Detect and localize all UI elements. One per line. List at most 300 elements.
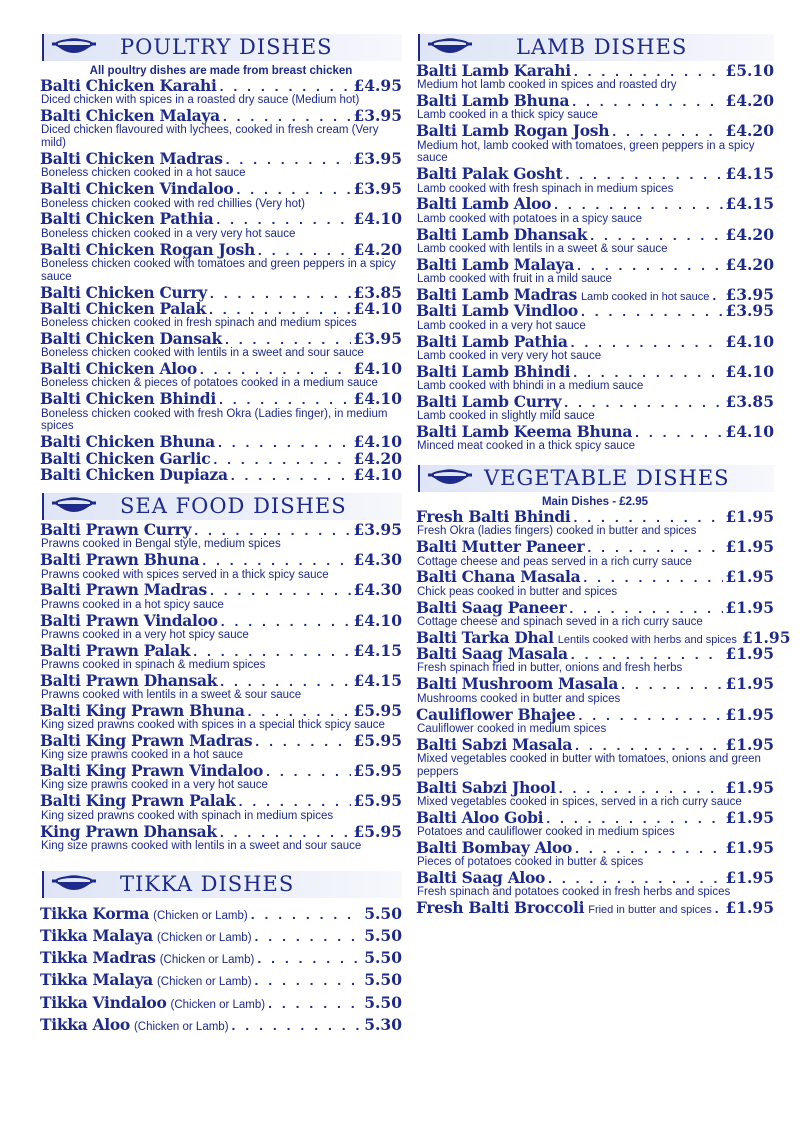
dish-description: King sized prawns cooked with spices in a special thick spicy sauce: [41, 719, 385, 732]
dish-name: Balti Lamb Aloo: [416, 194, 552, 214]
menu-item: [40, 950, 402, 966]
menu-item-line: [40, 522, 402, 538]
dish-price: 5.50: [364, 903, 402, 923]
leader-dots: [574, 64, 724, 79]
dish-price: £3.95: [353, 520, 402, 540]
dish-name: Balti Prawn Palak: [40, 640, 191, 660]
dish-name: Balti Chicken Dansak: [40, 329, 222, 348]
leader-dots: [546, 811, 723, 826]
dish-price: £1.95: [725, 704, 774, 724]
menu-item-line: [416, 303, 774, 319]
dish-price: £5.10: [725, 61, 774, 80]
dish-description: Cauliflower cooked in medium spices: [417, 722, 607, 735]
leader-dots: [575, 841, 723, 856]
dish-price: £4.30: [353, 580, 402, 600]
menu-item: [40, 793, 402, 822]
dish-description: Potatoes and cauliflower cooked in medium spices: [417, 826, 675, 839]
dish-price: £4.15: [353, 640, 402, 660]
menu-item: [40, 78, 402, 107]
leader-dots: [221, 614, 352, 629]
dish-name: Tikka Malaya: [40, 970, 153, 990]
section-title: SEA FOOD DISHES: [120, 494, 347, 519]
menu-item-line: [40, 972, 402, 988]
dish-name: Balti Mushroom Masala: [416, 674, 619, 694]
menu-item-line: [40, 610, 402, 630]
menu-item: [40, 151, 402, 180]
leader-dots: [225, 332, 352, 347]
dish-price: £4.20: [725, 91, 774, 111]
leader-dots: [220, 79, 352, 94]
dish-description: Lamb cooked in slightly mild sauce: [417, 410, 595, 423]
leader-dots: [548, 871, 723, 886]
leader-dots: [635, 425, 723, 440]
menu-item-line: [40, 239, 402, 259]
vegetable-header: [418, 465, 774, 492]
dish-price: £4.15: [353, 670, 402, 690]
leader-dots: [210, 583, 352, 598]
menu-item-line: [416, 734, 774, 754]
dish-description: Diced chicken flavoured with lychees, cooked in fresh cream (Very mild): [41, 124, 379, 150]
dish-name: Tikka Korma: [40, 903, 150, 923]
dish-description: Prawns cooked in spinach & medium spices: [41, 658, 266, 671]
dish-price: £5.95: [353, 761, 402, 781]
dish-description: Chick peas cooked in butter and spices: [417, 585, 618, 598]
leader-dots: [194, 523, 351, 538]
dish-name: Balti King Prawn Bhuna: [40, 700, 245, 720]
menu-item: [40, 552, 402, 581]
leader-dots: [216, 212, 351, 227]
balti-pot-icon: [50, 35, 98, 59]
dish-name: Balti Chicken Malaya: [40, 106, 220, 126]
dish-name: Balti Prawn Dhansak: [40, 670, 218, 690]
menu-item: [416, 123, 774, 165]
menu-item: [40, 763, 402, 792]
dish-price: £4.15: [725, 164, 774, 184]
leader-dots: [612, 124, 723, 139]
menu-item: [40, 522, 402, 551]
right-column: [416, 34, 791, 918]
dish-description: Prawns cooked with spices served in a thick spicy sauce: [41, 568, 329, 581]
dish-name: Balti Prawn Curry: [40, 520, 192, 540]
balti-pot-icon: [426, 466, 474, 490]
menu-item: [40, 733, 402, 762]
menu-item: [40, 1014, 402, 1034]
seafood-list: [40, 522, 402, 853]
dish-name: Balti Chicken Karahi: [40, 76, 217, 95]
dish-description: Minced meat cooked in a thick spicy sauce: [417, 440, 635, 453]
menu-item: [40, 640, 402, 672]
menu-item: [416, 63, 774, 92]
dish-description: Cottage cheese and peas served in a rich curry sauce: [417, 555, 692, 568]
leader-dots: [220, 674, 351, 689]
dish-name: Balti Lamb Pathia: [416, 331, 568, 351]
dish-name: Balti Chicken Bhindi: [40, 389, 216, 409]
dish-description: Cottage cheese and spinach seved in a rich curry sauce: [417, 615, 703, 628]
leader-dots: [257, 951, 362, 966]
poultry-header: [42, 34, 402, 61]
menu-item: [416, 196, 774, 225]
dish-price: £4.95: [353, 76, 402, 95]
dish-description: Boneless chicken cooked in a hot sauce: [41, 167, 246, 180]
leader-dots: [621, 677, 723, 692]
dish-price: £3.95: [725, 301, 774, 321]
leader-dots: [715, 901, 724, 916]
vegetable-list: [416, 507, 791, 918]
dish-price: 5.30: [364, 1014, 402, 1034]
menu-item-line: [416, 777, 774, 797]
dish-name: Balti Lamb Curry: [416, 391, 562, 411]
dish-description: Fresh Okra (ladies fingers) cooked in butter and spices: [417, 525, 697, 538]
leader-dots: [251, 907, 363, 922]
dish-name: Balti Lamb Dhansak: [416, 224, 588, 244]
menu-item-line: [40, 331, 402, 347]
leader-dots: [200, 362, 352, 377]
leader-dots: [231, 468, 352, 483]
dish-name: Balti Lamb Madras: [416, 284, 577, 304]
menu-item-line: [416, 123, 774, 139]
leader-dots: [266, 764, 351, 779]
dish-price: £3.95: [353, 179, 402, 199]
dish-description: Lamb cooked in a thick spicy sauce: [417, 109, 598, 122]
dish-price: £1.95: [725, 507, 774, 527]
dish-price: £3.95: [353, 106, 402, 126]
dish-price: £1.95: [725, 837, 774, 857]
dish-price: £1.95: [725, 734, 774, 754]
dish-description: Prawns cooked in a very hot spicy sauce: [41, 628, 249, 641]
leader-dots: [583, 570, 723, 585]
poultry-note: All poultry dishes are made from breast chicken: [89, 65, 353, 77]
dish-inline-description: (Chicken or Lamb): [156, 976, 252, 989]
menu-item-line: [40, 992, 402, 1012]
menu-item-line: [416, 93, 774, 109]
dish-name: Balti Prawn Madras: [40, 580, 207, 600]
dish-name: Balti Sabzi Jhool: [416, 777, 556, 797]
leader-dots: [258, 243, 352, 258]
menu-item-line: [40, 1014, 402, 1034]
menu-item-line: [416, 224, 774, 244]
dish-name: Tikka Aloo: [40, 1014, 130, 1034]
dish-description: Lamb cooked in very very hot sauce: [417, 349, 602, 362]
dish-name: Balti Chicken Bhuna: [40, 432, 215, 452]
lamb-list: [416, 63, 774, 453]
dish-price: £1.95: [725, 537, 774, 557]
dish-description: Boneless chicken cooked with red chillies (Very hot): [41, 197, 305, 210]
dish-price: £4.30: [353, 550, 402, 570]
leader-dots: [577, 258, 723, 273]
dish-price: £4.10: [353, 610, 402, 630]
dish-name: Balti Chicken Aloo: [40, 359, 197, 379]
dish-description: Diced chicken with spices in a roasted dry sauce (Medium hot): [41, 94, 360, 107]
menu-item: [416, 254, 774, 286]
dish-description: King size prawns cooked in a hot sauce: [41, 749, 244, 762]
menu-item: [416, 361, 774, 393]
dish-name: Balti Chicken Garlic: [40, 448, 211, 468]
menu-item: [416, 734, 774, 779]
dish-price: £3.95: [725, 284, 774, 304]
dish-name: Balti Aloo Gobi: [416, 807, 544, 827]
leader-dots: [268, 996, 362, 1011]
section-title: POULTRY DISHES: [120, 35, 333, 59]
menu-item: [416, 676, 774, 705]
dish-name: Balti Lamb Bhuna: [416, 91, 570, 111]
leader-dots: [712, 288, 723, 303]
menu-item-line: [416, 63, 774, 79]
dish-inline-description: (Chicken or Lamb): [159, 954, 255, 967]
dish-name: Tikka Malaya: [40, 925, 153, 945]
menu-item: [40, 298, 402, 330]
leader-dots: [220, 825, 352, 840]
menu-item-line: [40, 793, 402, 809]
dish-price: £5.95: [353, 731, 402, 751]
leader-dots: [571, 335, 724, 350]
menu-item: [40, 925, 402, 945]
leader-dots: [590, 228, 723, 243]
menu-item-line: [40, 361, 402, 377]
poultry-list: [40, 78, 402, 483]
leader-dots: [209, 302, 352, 317]
menu-item: [40, 903, 402, 923]
section-title: TIKKA DISHES: [120, 871, 295, 896]
dish-inline-description: (Chicken or Lamb): [156, 931, 252, 944]
dish-name: Balti Prawn Bhuna: [40, 550, 200, 570]
dish-name: Balti Palak Gosht: [416, 164, 563, 184]
leader-dots: [564, 395, 723, 410]
leader-dots: [572, 94, 723, 109]
dish-description: King sized prawns cooked with spinach in medium spices: [41, 809, 334, 822]
dish-price: £1.95: [741, 627, 791, 647]
dish-name: Cauliflower Bhajee: [416, 704, 576, 724]
dish-price: £4.10: [725, 421, 774, 441]
leader-dots: [573, 510, 723, 525]
leader-dots: [226, 152, 352, 167]
menu-item-line: [40, 108, 402, 124]
dish-inline-description: (Chicken or Lamb): [153, 909, 248, 922]
dish-price: £3.95: [353, 149, 402, 169]
dish-price: 5.50: [364, 948, 402, 968]
leader-dots: [575, 738, 723, 753]
menu-item-line: [40, 670, 402, 690]
menu-item-line: [40, 552, 402, 568]
menu-item-line: [416, 254, 774, 274]
dish-description: Medium hot lamb cooked in spices and roasted dry: [417, 79, 677, 92]
dish-description: Boneless chicken cooked in fresh spinach and medium spices: [41, 317, 357, 330]
dish-price: 5.50: [364, 925, 402, 945]
dish-price: £4.20: [725, 121, 774, 141]
menu-item: [40, 361, 402, 390]
dish-name: Balti Chicken Vindaloo: [40, 179, 234, 199]
menu-item: [416, 166, 774, 195]
leader-dots: [581, 304, 723, 319]
dish-price: £4.10: [353, 359, 402, 379]
dish-name: Balti Chicken Madras: [40, 149, 223, 169]
dish-price: £4.20: [353, 239, 402, 259]
menu-item-line: [40, 700, 402, 720]
dish-name: King Prawn Dhansak: [40, 821, 217, 841]
dish-name: Fresh Balti Bhindi: [416, 507, 571, 527]
dish-price: £5.95: [353, 700, 402, 720]
dish-price: 5.50: [364, 992, 402, 1012]
dish-price: £1.95: [725, 674, 774, 694]
balti-pot-icon: [50, 494, 98, 518]
dish-name: Balti Chicken Palak: [40, 298, 206, 318]
menu-item: [40, 700, 402, 732]
menu-item-line: [416, 704, 774, 724]
dish-description: Lamb cooked with bhindi in a medium sauce: [417, 379, 644, 392]
dish-description: Boneless chicken cooked with fresh Okra (Ladies finger), in medium spices: [41, 407, 388, 433]
dish-price: £4.10: [353, 432, 402, 452]
menu-item-line: [416, 539, 774, 555]
menu-item: [416, 777, 774, 809]
menu-item: [416, 597, 774, 629]
dish-price: £4.10: [725, 331, 774, 351]
dish-price: £4.15: [725, 194, 774, 214]
menu-item-line: [416, 646, 774, 662]
balti-pot-icon: [50, 872, 98, 896]
leader-dots: [223, 109, 352, 124]
dish-price: £4.20: [725, 224, 774, 244]
menu-item: [416, 509, 774, 538]
dish-price: £3.95: [353, 329, 402, 348]
dish-description: Fresh spinach and potatoes cooked in fresh herbs and spices: [417, 886, 731, 899]
dish-description: Lamb cooked with fresh spinach in medium spices: [417, 182, 674, 195]
dish-price: £4.10: [353, 209, 402, 229]
menu-item-line: [416, 870, 774, 886]
menu-item: [416, 900, 774, 917]
dish-description: Mushrooms cooked in butter and spices: [417, 692, 621, 705]
dish-description: Prawns cooked in a hot spicy sauce: [41, 598, 224, 611]
dish-name: Balti Lamb Karahi: [416, 61, 571, 80]
menu-item-line: [416, 361, 774, 381]
menu-item-line: [416, 509, 774, 525]
leader-dots: [219, 392, 352, 407]
dish-price: £1.95: [725, 567, 774, 587]
menu-item: [40, 391, 402, 433]
dish-description: King size prawns cooked in a very hot sauce: [41, 779, 268, 792]
tikka-header: [42, 871, 402, 898]
menu-item-line: [40, 821, 402, 841]
menu-item-line: [40, 464, 402, 484]
dish-description: Lamb cooked in a very hot sauce: [417, 319, 586, 332]
dish-name: Balti Saag Aloo: [416, 868, 546, 888]
menu-item-line: [40, 391, 402, 407]
seafood-header: [42, 493, 402, 520]
dish-price: £4.10: [353, 464, 402, 484]
menu-item: [40, 108, 402, 150]
dish-inline-description: Fried in butter and spices: [588, 904, 712, 917]
dish-description: Pieces of potatoes cooked in butter & spices: [417, 856, 644, 869]
menu-item: [416, 569, 774, 598]
menu-item: [40, 331, 402, 360]
menu-item-line: [40, 211, 402, 227]
menu-item-line: [416, 196, 774, 212]
dish-description: Boneless chicken cooked in a very very hot sauce: [41, 227, 296, 240]
vegetable-note: Main Dishes - £2.95: [541, 496, 649, 509]
dish-price: £1.95: [725, 644, 774, 664]
dish-name: Balti Saag Paneer: [416, 597, 567, 617]
dish-inline-description: Lentils cooked with herbs and spices: [557, 633, 737, 646]
menu-item-line: [416, 391, 774, 411]
section-title: VEGETABLE DISHES: [484, 466, 730, 491]
dish-name: Balti Lamb Keema Bhuna: [416, 421, 633, 441]
menu-item: [416, 93, 774, 122]
dish-name: Balti Mutter Paneer: [416, 537, 585, 557]
menu-item-line: [416, 807, 774, 827]
dish-description: Prawns cooked in Bengal style, medium spices: [41, 538, 281, 551]
leader-dots: [578, 708, 723, 723]
menu-item: [40, 582, 402, 611]
menu-item: [416, 303, 774, 332]
dish-name: Balti Chicken Rogan Josh: [40, 239, 255, 259]
dish-name: Balti Bombay Aloo: [416, 837, 573, 857]
dish-name: Balti King Prawn Vindaloo: [40, 761, 264, 781]
menu-item: [416, 224, 774, 256]
dish-name: Balti Lamb Malaya: [416, 254, 575, 274]
dish-price: £5.95: [353, 791, 402, 811]
menu-item: [40, 821, 402, 853]
dish-price: £5.95: [353, 821, 402, 841]
lamb-header: [418, 34, 774, 61]
dish-price: 5.50: [364, 970, 402, 990]
dish-name: Balti King Prawn Madras: [40, 731, 253, 751]
menu-item: [40, 670, 402, 702]
leader-dots: [202, 553, 351, 568]
dish-description: Mixed vegetables cooked in spices, served in a rich curry sauce: [417, 795, 742, 808]
dish-price: £3.85: [725, 391, 774, 411]
leader-dots: [571, 647, 724, 662]
dish-name: Fresh Balti Broccoli: [416, 898, 585, 918]
leader-dots: [255, 734, 351, 749]
menu-item-line: [40, 925, 402, 945]
dish-description: Fresh spinach fried in butter, onions and fresh herbs: [417, 662, 683, 675]
dish-name: Balti Lamb Rogan Josh: [416, 121, 610, 141]
dish-name: Balti Chana Masala: [416, 567, 581, 587]
balti-pot-icon: [426, 35, 474, 59]
menu-item-line: [40, 950, 402, 966]
menu-item-line: [416, 676, 774, 692]
dish-description: Medium hot, lamb cooked with tomatoes, green peppers in a spicy sauce: [417, 139, 755, 165]
menu-item: [40, 972, 402, 988]
dish-inline-description: (Chicken or Lamb): [133, 1020, 229, 1033]
menu-item-line: [416, 837, 774, 857]
leader-dots: [565, 167, 723, 182]
dish-price: £3.85: [353, 282, 402, 302]
dish-price: £4.10: [353, 298, 402, 318]
menu-item: [416, 837, 774, 869]
leader-dots: [193, 644, 351, 659]
dish-description: Lamb cooked with potatoes in a spicy sauce: [417, 212, 643, 225]
menu-item: [416, 870, 774, 899]
leader-dots: [554, 197, 723, 212]
leader-dots: [218, 435, 352, 450]
leader-dots: [213, 452, 351, 467]
dish-name: Balti Sabzi Masala: [416, 734, 573, 754]
leader-dots: [255, 973, 363, 988]
menu-item-line: [40, 582, 402, 598]
leader-dots: [587, 540, 723, 555]
dish-name: Balti King Prawn Palak: [40, 791, 236, 811]
menu-item-line: [40, 151, 402, 167]
dish-description: Lamb cooked with fruit in a mild sauce: [417, 272, 612, 285]
leader-dots: [573, 365, 723, 380]
dish-description: Mixed vegetables cooked in butter with tomatoes, onions and green peppers: [417, 752, 761, 778]
dish-name: Tikka Vindaloo: [40, 992, 167, 1012]
menu-item: [40, 211, 402, 240]
dish-description: Boneless chicken cooked with tomatoes and green peppers in a spicy sauce: [41, 257, 396, 283]
menu-item-line: [416, 421, 774, 441]
dish-name: Balti Prawn Vindaloo: [40, 610, 218, 630]
menu-item: [40, 992, 402, 1012]
left-column: [40, 34, 402, 1039]
